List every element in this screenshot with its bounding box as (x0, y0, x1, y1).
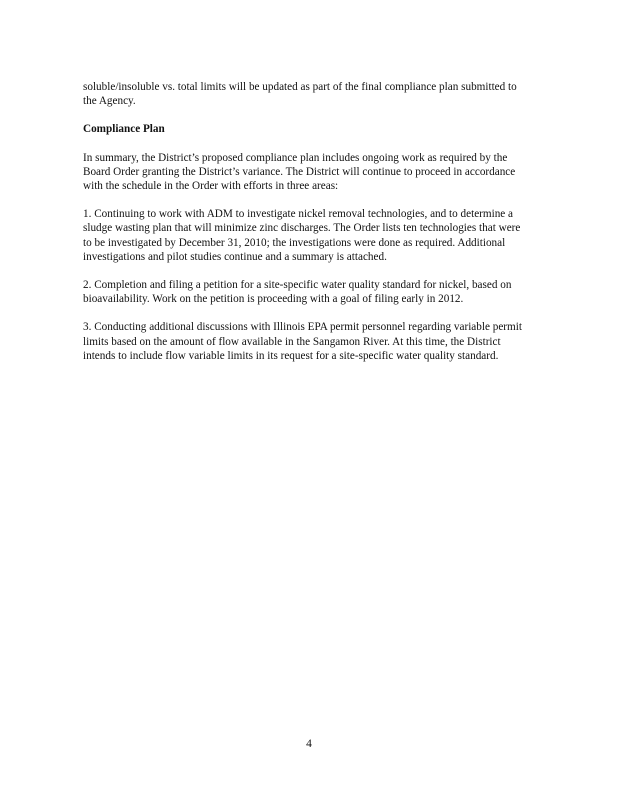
document-body (83, 80, 523, 377)
summary-paragraph: In summary, the District’s proposed compliance plan includes ongoing work as required by the Board Order granting the District’s variance. The District will continue to proceed in accordance with the schedule in the Order with efforts in three areas: (83, 151, 516, 193)
list-item-2: 2. Completion and filing a petition for a site-specific water quality standard for nickel, based on bioavailability. Work on the petition is proceeding with a goal of filing early in 2012. (83, 279, 512, 306)
page-number: 4 (306, 738, 312, 750)
intro-paragraph: soluble/insoluble vs. total limits will be updated as part of the final compliance plan submitted to the Agency. (83, 81, 517, 108)
section-heading: Compliance Plan (83, 123, 165, 136)
list-item-3: 3. Conducting additional discussions with Illinois EPA permit personnel regarding variable permit limits based on the amount of flow available in the Sangamon River. At this time, the District intends to include flow variable limits in its request for a site-specific water quality standard. (83, 321, 522, 362)
list-item-1: 1. Continuing to work with ADM to investigate nickel removal technologies, and to determine a sludge wasting plan that will minimize zinc discharges. The Order lists ten technologies that were to be investigated by December 31, 2010; the investigations were done as required. Additional investigations and pilot studies continue and a summary is attached. (83, 208, 521, 263)
